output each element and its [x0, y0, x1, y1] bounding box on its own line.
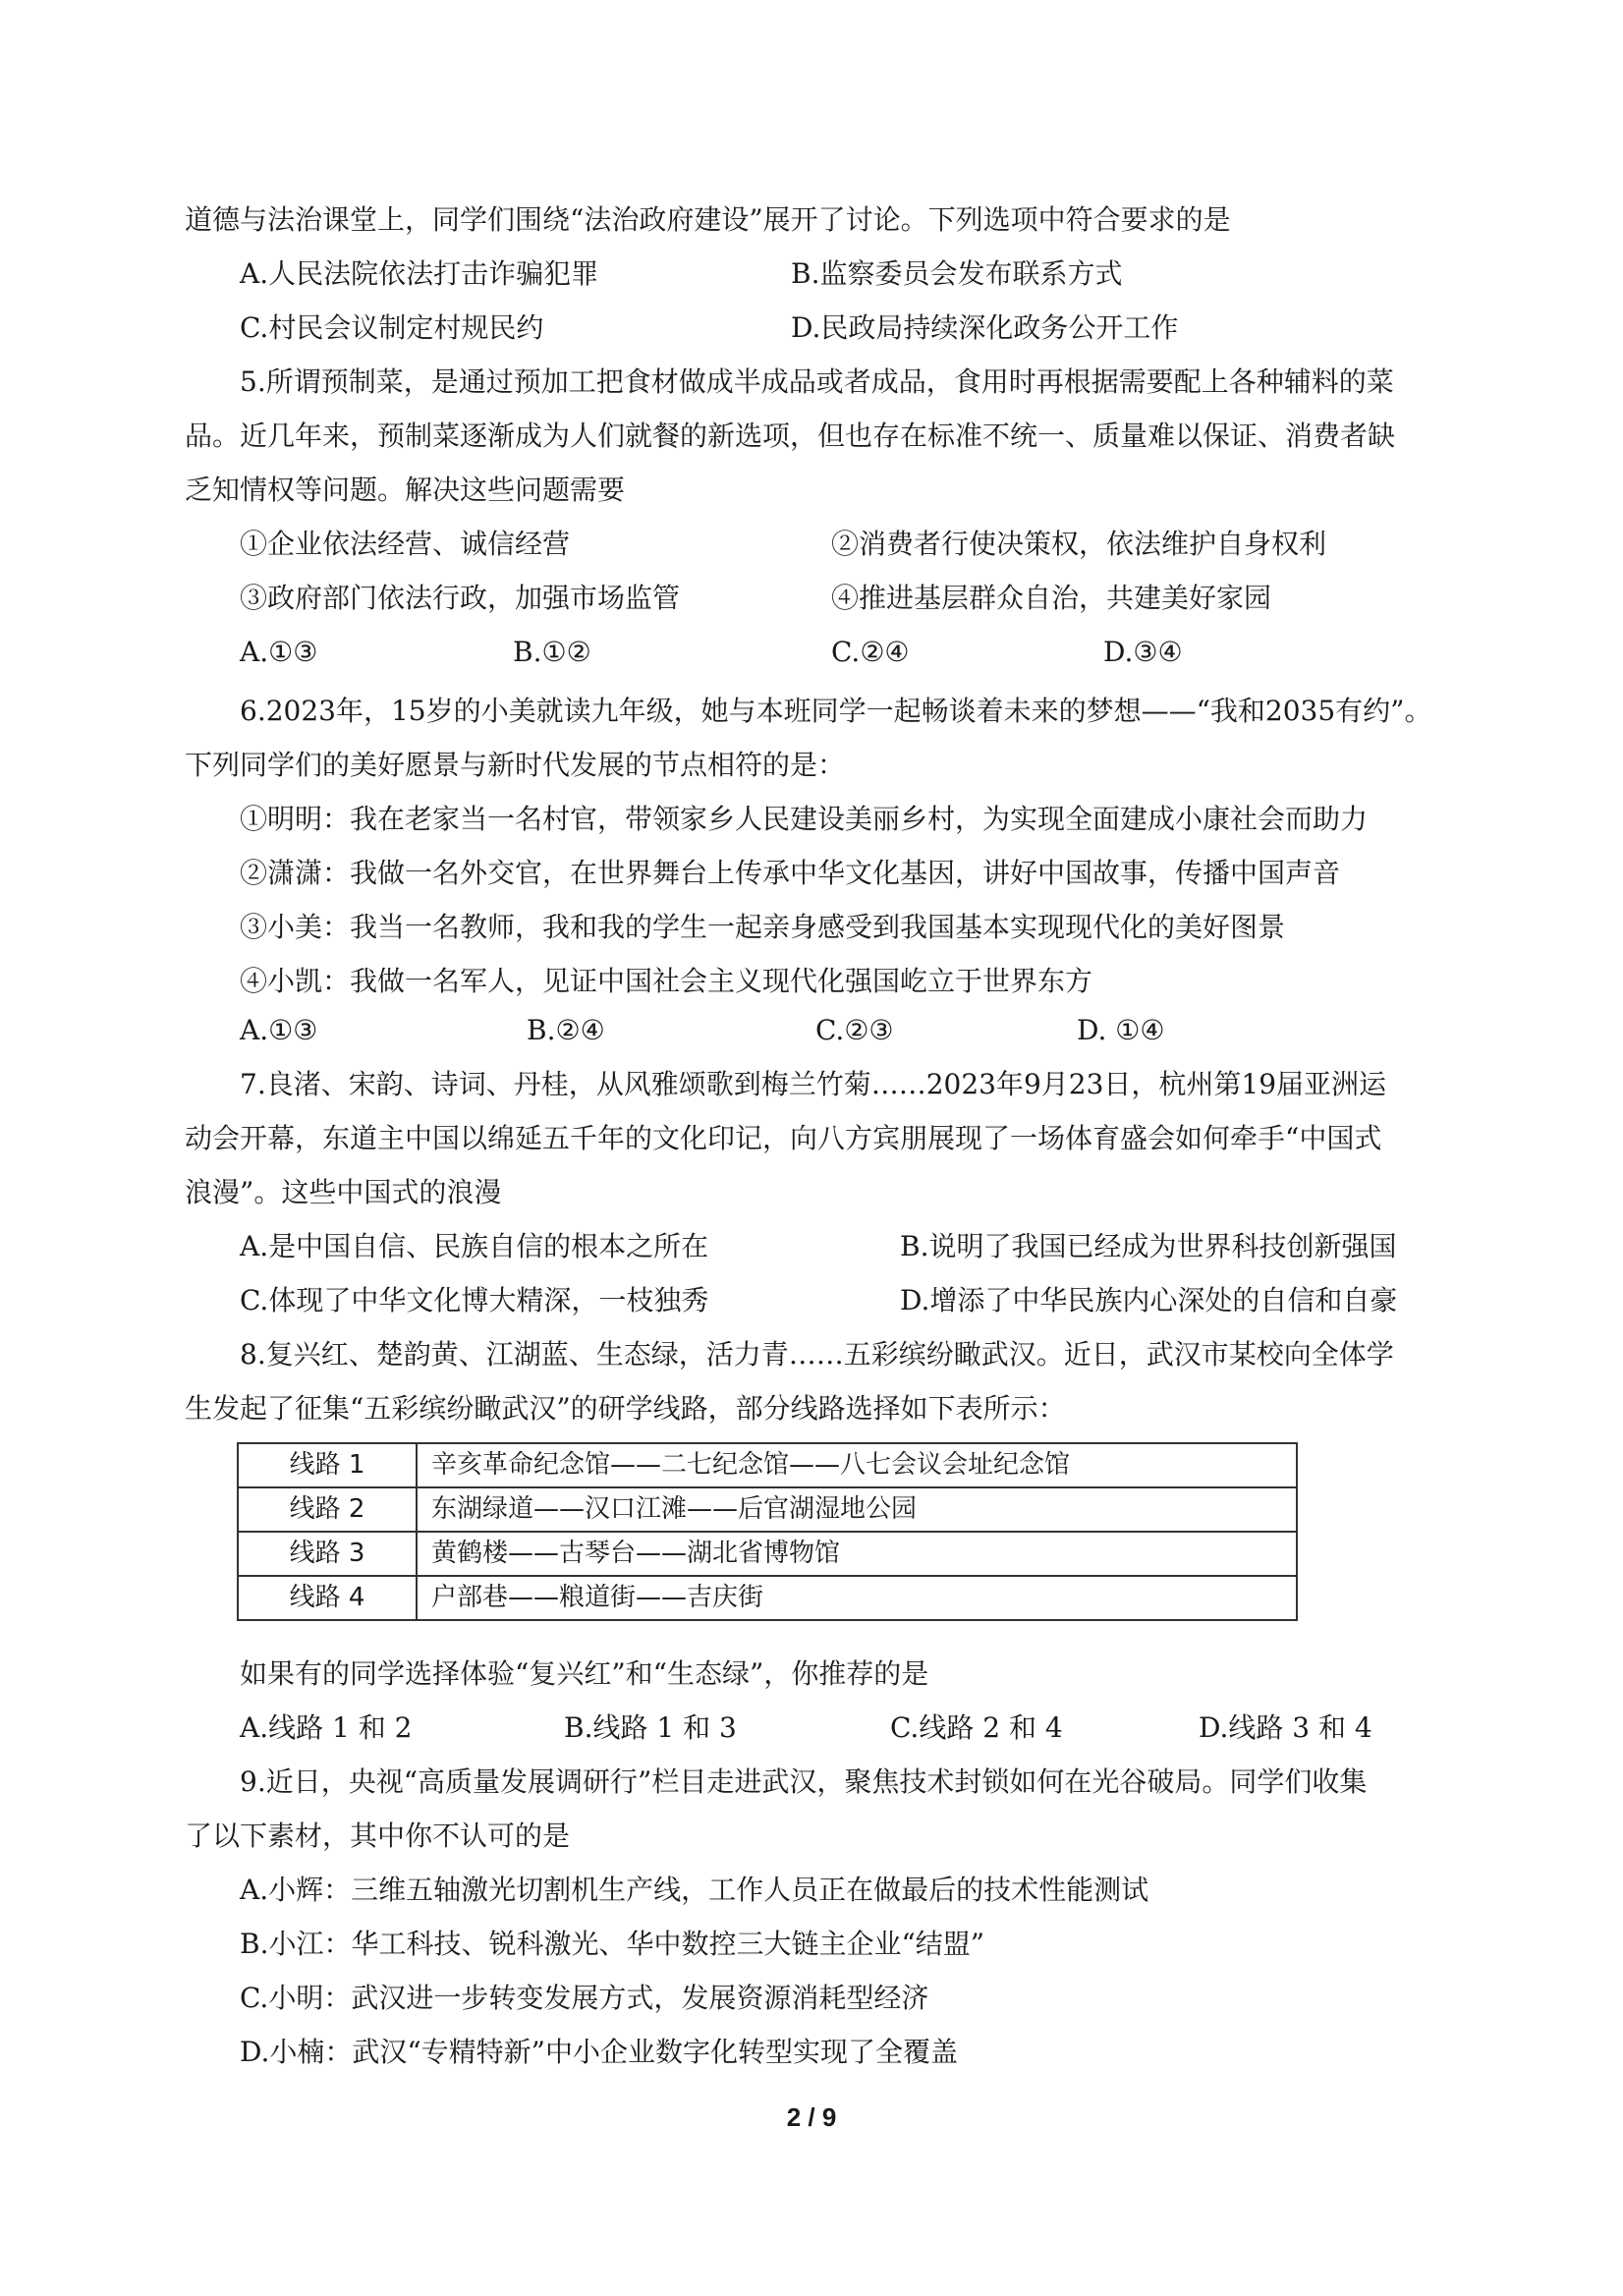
q8-option-a: A.线路 1 和 2	[240, 1711, 413, 1744]
q6-item-4: ④小凯：我做一名军人，见证中国社会主义现代化强国屹立于世界东方	[240, 965, 1093, 997]
q6-option-d: D. ①④	[1077, 1014, 1165, 1046]
q5-item-3: ③政府部门依法行政，加强市场监管	[240, 582, 681, 614]
q9-option-a: A.小辉：三维五轴激光切割机生产线，工作人员正在做最后的技术性能测试	[240, 1874, 1149, 1906]
q8-option-d: D.线路 3 和 4	[1199, 1711, 1372, 1744]
q4-option-d: D.民政局持续深化政务公开工作	[791, 311, 1179, 344]
q6-line-1: 6.2023年，15岁的小美就读九年级，她与本班同学一起畅谈着未来的梦想——“我和2035有约”。	[240, 695, 1432, 727]
route-path: 黄鹤楼——古琴台——湖北省博物馆	[417, 1532, 1297, 1576]
q4-option-a: A.人民法院依法打击诈骗犯罪	[240, 257, 599, 290]
q5-option-c: C.②④	[831, 636, 910, 668]
route-name: 线路 1	[238, 1443, 417, 1487]
q8-option-b: B.线路 1 和 3	[564, 1711, 737, 1744]
q7-option-c: C.体现了中华文化博大精深，一枝独秀	[240, 1284, 709, 1316]
q9-option-d: D.小楠：武汉“专精特新”中小企业数字化转型实现了全覆盖	[240, 2036, 958, 2068]
route-name: 线路 2	[238, 1487, 417, 1532]
q5-line-3: 乏知情权等问题。解决这些问题需要	[185, 474, 626, 506]
route-path: 户部巷——粮道街——吉庆街	[417, 1576, 1297, 1620]
q5-option-a: A.①③	[240, 636, 318, 668]
q6-item-2: ②潇潇：我做一名外交官，在世界舞台上传承中华文化基因，讲好中国故事，传播中国声音	[240, 857, 1341, 889]
route-name: 线路 4	[238, 1576, 417, 1620]
q4-option-b: B.监察委员会发布联系方式	[791, 257, 1123, 290]
q8-line-1: 8.复兴红、楚韵黄、江湖蓝、生态绿，活力青……五彩缤纷瞰武汉。近日，武汉市某校向全体学	[240, 1338, 1394, 1371]
q8-option-c: C.线路 2 和 4	[890, 1711, 1063, 1744]
q7-line-2: 动会开幕，东道主中国以绵延五千年的文化印记，向八方宾朋展现了一场体育盛会如何牵手“中国式	[185, 1122, 1382, 1154]
q7-option-d: D.增添了中华民族内心深处的自信和自豪	[900, 1284, 1398, 1316]
q6-item-1: ①明明：我在老家当一名村官，带领家乡人民建设美丽乡村，为实现全面建成小康社会而助力	[240, 803, 1369, 835]
table-row	[238, 1443, 1297, 1487]
q6-item-3: ③小美：我当一名教师，我和我的学生一起亲身感受到我国基本实现现代化的美好图景	[240, 911, 1286, 943]
q7-option-b: B.说明了我国已经成为世界科技创新强国	[900, 1230, 1397, 1262]
q5-line-1: 5.所谓预制菜，是通过预加工把食材做成半成品或者成品，食用时再根据需要配上各种辅料的菜	[240, 365, 1394, 398]
table-row	[238, 1487, 1297, 1532]
q5-item-4: ④推进基层群众自治，共建美好家园	[831, 582, 1272, 614]
table-row	[238, 1532, 1297, 1576]
q9-option-b: B.小江：华工科技、锐科激光、华中数控三大链主企业“结盟”	[240, 1928, 985, 1960]
route-path: 东湖绿道——汉口江滩——后官湖湿地公园	[417, 1487, 1297, 1532]
q7-option-a: A.是中国自信、民族自信的根本之所在	[240, 1230, 709, 1262]
page-number: 2 / 9	[786, 2102, 837, 2132]
q5-option-b: B.①②	[513, 636, 591, 668]
route-path: 辛亥革命纪念馆——二七纪念馆——八七会议会址纪念馆	[417, 1443, 1297, 1487]
route-name: 线路 3	[238, 1532, 417, 1576]
q4-option-c: C.村民会议制定村规民约	[240, 311, 544, 344]
q8-follow: 如果有的同学选择体验“复兴红”和“生态绿”，你推荐的是	[240, 1657, 929, 1690]
q6-line-2: 下列同学们的美好愿景与新时代发展的节点相符的是：	[185, 749, 846, 781]
q7-line-1: 7.良渚、宋韵、诗词、丹桂，从风雅颂歌到梅兰竹菊……2023年9月23日，杭州第19届亚洲运	[240, 1068, 1387, 1100]
q9-option-c: C.小明：武汉进一步转变发展方式，发展资源消耗型经济	[240, 1982, 929, 2014]
q7-line-3: 浪漫”。这些中国式的浪漫	[185, 1176, 502, 1208]
q5-item-1: ①企业依法经营、诚信经营	[240, 528, 571, 560]
q4-stem: 道德与法治课堂上，同学们围绕“法治政府建设”展开了讨论。下列选项中符合要求的是	[185, 203, 1231, 236]
q5-line-2: 品。近几年来，预制菜逐渐成为人们就餐的新选项，但也存在标准不统一、质量难以保证、消费者缺	[185, 420, 1396, 452]
q6-option-a: A.①③	[240, 1014, 318, 1046]
q6-option-c: C.②③	[815, 1014, 894, 1046]
q5-option-d: D.③④	[1103, 636, 1183, 668]
q9-line-1: 9.近日，央视“高质量发展调研行”栏目走进武汉，聚焦技术封锁如何在光谷破局。同学们收集	[240, 1765, 1368, 1798]
q9-line-2: 了以下素材，其中你不认可的是	[185, 1820, 571, 1852]
q8-line-2: 生发起了征集“五彩缤纷瞰武汉”的研学线路，部分线路选择如下表所示：	[185, 1392, 1066, 1425]
route-table	[237, 1442, 1298, 1621]
q5-item-2: ②消费者行使决策权，依法维护自身权利	[831, 528, 1327, 560]
table-row	[238, 1576, 1297, 1620]
q6-option-b: B.②④	[527, 1014, 605, 1046]
